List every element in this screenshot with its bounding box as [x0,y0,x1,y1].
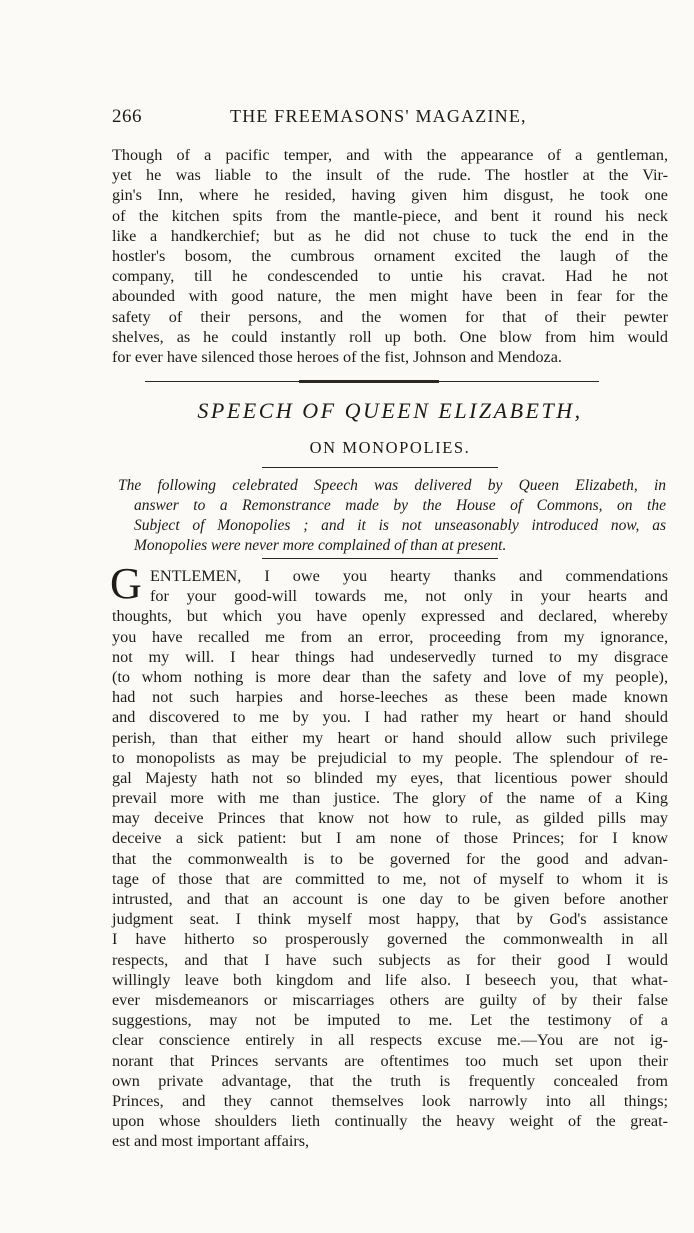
text-line: clear conscience entirely in all respects excuse me.—You are not ig- [112,1031,668,1050]
intro-rule [262,558,498,559]
text-line: gin's Inn, where he resided, having given him disgust, he took one [112,186,668,205]
text-line: judgment seat. I think myself most happy, that by God's assistance [112,910,668,929]
text-line: ENTLEMEN, I owe you hearty thanks and commendations [150,567,668,585]
text-line: prevail more with me than justice. The glory of the name of a King [112,789,668,808]
text-line: Though of a pacific temper, and with the appearance of a gentleman, [112,146,668,164]
text-line: shelves, as he could instantly roll up both. One blow from him would [112,327,668,346]
text-line: thoughts, but which you have openly expressed and declared, whereby [112,607,668,626]
speech-body [112,566,668,1151]
intro-line: Subject of Monopolies ; and it is not unseasonably introduced now, as [134,517,666,534]
title-rule [262,467,498,468]
text-line: willingly leave both kingdom and life also. I beseech you, that what- [112,970,668,989]
text-line: not my will. I hear things had undeservedly turned to my disgrace [112,647,668,666]
text-line: intrusted, and that an account is one day to be given before another [112,890,668,908]
text-line: perish, than that either my heart or hand should allow such privilege [112,728,668,747]
text-line: for ever have silenced those heroes of the fist, Johnson and Mendoza. [112,347,562,366]
text-line: for your good-will towards me, not only in your hearts and [150,587,668,606]
text-line: may deceive Princes that know not how to rule, as gilded pills may [112,809,668,828]
text-line: safety of their persons, and the women for that of their pewter [112,307,668,326]
text-line: to monopolists as may be prejudicial to my people. The splendour of re- [112,748,668,767]
divider-thick-center [299,380,439,383]
text-line: and discovered to me by you. I had rather my heart or hand should [112,708,668,727]
intro-line: The following celebrated Speech was delivered by Queen Elizabeth, in [118,477,666,494]
running-title: THE FREEMASONS' MAGAZINE, [230,106,527,126]
text-line: tage of those that are committed to me, not of myself to whom it is [112,869,668,888]
text-line: (to whom nothing is more dear than the safety and love of my people), [112,667,668,686]
article-intro [118,476,666,556]
text-line: that the commonwealth is to be governed for the good and advan- [112,849,668,868]
text-line: like a handkerchief; but as he did not chuse to tuck the end in the [112,226,668,245]
text-line: own private advantage, that the truth is frequently concealed from [112,1071,668,1090]
page-number: 266 [112,106,142,127]
text-line: respects, and that I have such subjects as for their good I would [112,950,668,969]
intro-line: Monopolies were never more complained of than at present. [134,537,507,554]
text-line: norant that Princes servants are oftentimes too much set upon their [112,1051,668,1070]
text-line: gal Majesty hath not so blinded my eyes, that licentious power should [112,768,668,787]
article-title: SPEECH OF QUEEN ELIZABETH, [197,398,583,423]
text-line: I have hitherto so prosperously governed the commonwealth in all [112,930,668,949]
text-line: Princes, and they cannot themselves look narrowly into all things; [112,1091,668,1110]
text-line: deceive a sick patient: but I am none of those Princes; for I know [112,829,668,848]
opening-paragraph [112,145,668,367]
text-line: of the kitchen spits from the mantle-piece, and bent it round his neck [112,206,668,225]
text-line: est and most important affairs, [112,1132,310,1151]
text-line: had not such harpies and horse-leeches as these been made known [112,688,668,707]
page-header [112,106,664,130]
text-line: abounded with good nature, the men might have been in fear for the [112,287,668,306]
intro-line: answer to a Remonstrance made by the House of Commons, on the [134,497,666,514]
drop-cap: G [110,559,142,608]
text-line: company, till he condescended to untie his cravat. Had he not [112,267,668,286]
article-subtitle: ON MONOPOLIES. [309,438,471,457]
text-line: you have recalled me from an error, proceeding from my ignorance, [112,627,668,646]
text-line: yet he was liable to the insult of the rude. The hostler at the Vir- [112,166,668,185]
section-divider [145,379,599,385]
text-line: upon whose shoulders lieth continually the heavy weight of the great- [112,1112,668,1131]
text-line: hostler's bosom, the cumbrous ornament excited the laugh of the [112,246,668,265]
text-line: ever misdemeanors or miscarriages others are guilty of by their false [112,990,668,1009]
text-line: suggestions, may not be imputed to me. Let the testimony of a [112,1011,668,1030]
